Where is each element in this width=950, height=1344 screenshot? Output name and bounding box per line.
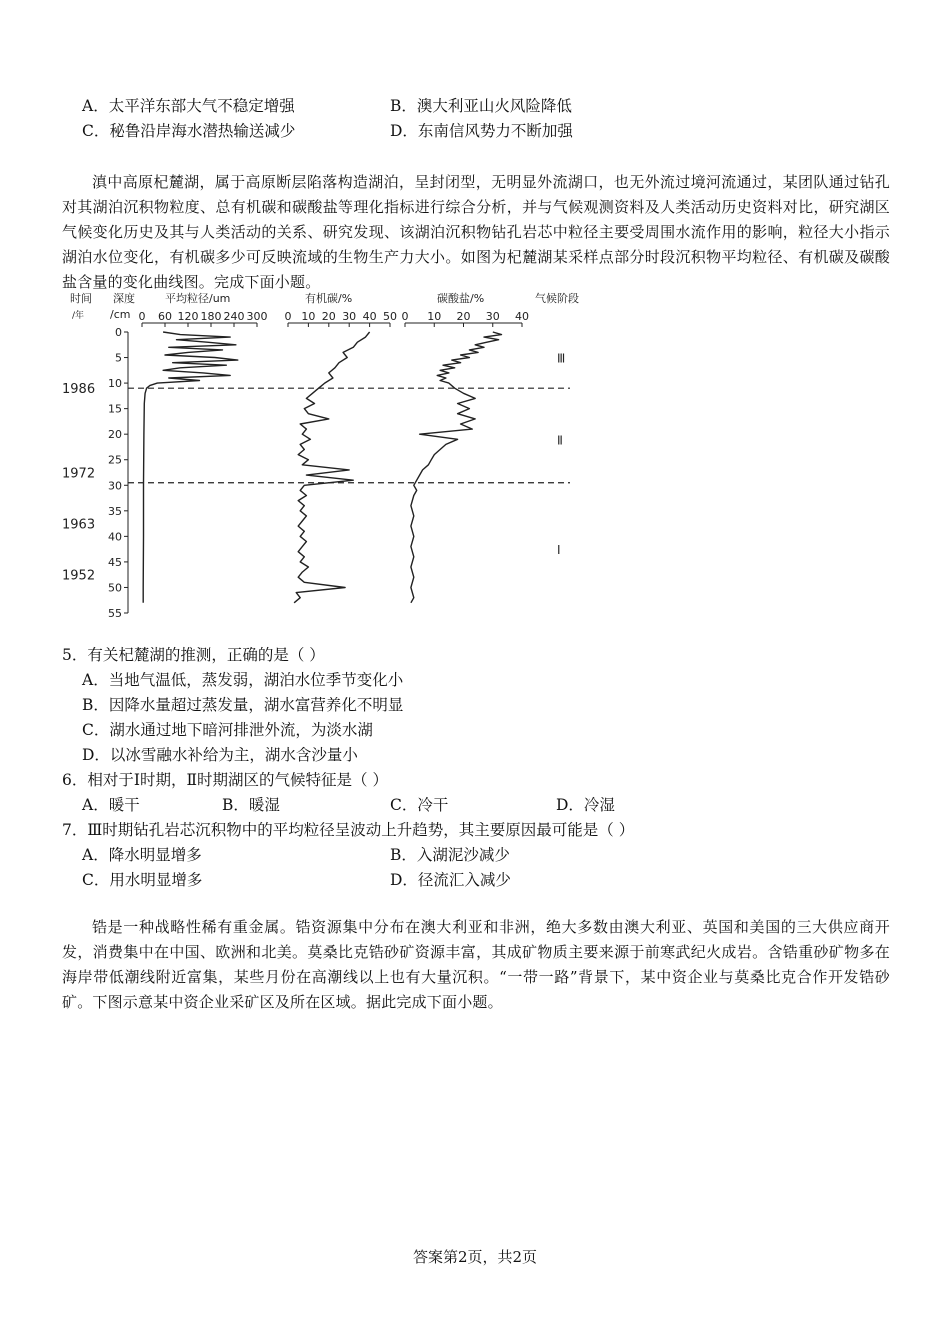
panel-tick-label: 40 [362, 310, 377, 323]
depth-tick-label: 20 [108, 428, 122, 442]
depth-tick-label: 15 [108, 402, 122, 416]
option-b: B．澳大利亚山火风险降低 [390, 97, 572, 115]
year-label: 1986 [62, 382, 96, 398]
year-label: 1963 [62, 517, 96, 533]
carbonate-curve [411, 332, 502, 603]
header-grain-size: 平均粒径/um [165, 292, 231, 305]
panel-tick-label: 40 [515, 310, 529, 323]
depth-tick-label: 30 [108, 479, 122, 493]
option-c: C．秘鲁沿岸海水潜热输送减少 [82, 122, 296, 140]
panel-tick-label: 50 [383, 310, 397, 323]
panel-tick-label: 300 [246, 310, 268, 323]
depth-tick-label: 0 [115, 326, 122, 339]
panel-tick-label: 30 [342, 310, 357, 323]
question-5-option-c: C．湖水通过地下暗河排泄外流，为淡水湖 [82, 721, 373, 739]
depth-tick-label: 40 [108, 530, 122, 544]
panel-tick-label: 30 [485, 310, 500, 323]
question-6-option-d: D．冷湿 [556, 796, 615, 814]
panel-tick-label: 10 [301, 310, 316, 323]
header-organic-carbon: 有机碳/% [305, 292, 353, 305]
depth-tick-label: 45 [108, 555, 122, 569]
sediment-profile-chart [60, 290, 600, 625]
climate-stage-label: Ⅱ [557, 433, 563, 448]
panel-tick-label: 0 [284, 310, 292, 323]
question-6-option-b: B．暖湿 [222, 796, 280, 814]
question-7-stem: 7．Ⅲ时期钻孔岩芯沉积物中的平均粒径呈波动上升趋势，其主要原因最可能是（ ） [62, 821, 635, 839]
depth-tick-label: 55 [108, 607, 122, 620]
header-depth: 深度 [113, 292, 135, 305]
page-footer: 答案第2页，共2页 [412, 1248, 538, 1266]
panel-tick-label: 240 [223, 310, 245, 323]
depth-tick-label: 35 [108, 504, 122, 518]
question-5-stem: 5．有关杞麓湖的推测，正确的是（ ） [62, 646, 325, 664]
grain-size-curve [143, 332, 238, 603]
question-6-stem: 6．相对于Ⅰ时期，Ⅱ时期湖区的气候特征是（ ） [62, 771, 388, 789]
question-7-option-d: D．径流汇入减少 [390, 871, 511, 889]
panel-tick-label: 20 [321, 310, 336, 323]
question-5-option-d: D．以冰雪融水补给为主，湖水含沙量小 [82, 746, 358, 764]
organic-carbon-curve [294, 332, 370, 603]
question-7-option-b: B．入湖泥沙减少 [390, 846, 510, 864]
option-d: D．东南信风势力不断加强 [390, 122, 573, 140]
question-6-option-c: C．冷干 [390, 796, 449, 814]
passage-zircon: 锆是一种战略性稀有重金属。锆资源集中分布在澳大利亚和非洲，绝大多数由澳大利亚、英国和美国的三大供应商开发，消费集中在中国、欧洲和北美。莫桑比克锆砂矿资源丰富，其成矿物质主要来源于前寒武纪火成岩。含锆重砂矿物多在海岸带低潮线附近富集，某些月份在高潮线以上也有大量沉积。“一带一路”背景下，某中资企业与莫桑比克合作开发锆砂矿。下图示意某中资企业采矿区及所在区域。据此完成下面小题。 [62, 918, 890, 1011]
header-climate-stage: 气候阶段 [535, 292, 579, 305]
climate-stage-label: Ⅲ [557, 351, 566, 366]
depth-tick-label: 25 [108, 453, 122, 467]
climate-stage-label: Ⅰ [557, 543, 561, 558]
header-depth-unit: /cm [110, 308, 131, 321]
depth-tick-label: 5 [115, 351, 122, 365]
year-label: 1952 [62, 568, 96, 584]
panel-tick-label: 60 [158, 310, 172, 323]
question-7-option-a: A．降水明显增多 [82, 846, 202, 864]
panel-tick-label: 120 [177, 310, 199, 323]
passage-qilu-lake: 滇中高原杞麓湖，属于高原断层陷落构造湖泊，呈封闭型，无明显外流湖口，也无外流过境河流通过，某团队通过钻孔对其湖泊沉积物粒度、总有机碳和碳酸盐等理化指标进行综合分析，并与气候观测资料及人类活动历史资料对比，研究湖区气候变化历史及其与人类活动的关系、研究发现、该湖泊沉积物钻孔岩芯中粒径主要受周围水流作用的影响，粒径大小指示湖泊水位变化，有机碳多少可反映流域的生物生产力大小。如图为杞麓湖某采样点部分时段沉积物平均粒径、有机碳及碳酸盐含量的变化曲线图。完成下面小题。 [62, 173, 890, 291]
panel-tick-label: 180 [200, 310, 222, 323]
panel-tick-label: 0 [138, 310, 146, 323]
question-5-option-a: A．当地气温低，蒸发弱，湖泊水位季节变化小 [82, 671, 404, 689]
panel-tick-label: 0 [401, 310, 409, 323]
panel-tick-label: 10 [427, 310, 442, 323]
panel-tick-label: 20 [456, 310, 471, 323]
option-a: A．太平洋东部大气不稳定增强 [82, 97, 295, 115]
depth-tick-label: 50 [108, 581, 122, 595]
depth-tick-label: 10 [108, 377, 122, 391]
question-5-option-b: B．因降水量超过蒸发量，湖水富营养化不明显 [82, 696, 404, 714]
header-time: 时间 [70, 292, 92, 305]
question-6-option-a: A．暖干 [82, 796, 140, 814]
year-label: 1972 [62, 466, 96, 482]
header-time-unit: /年 [72, 311, 85, 321]
header-carbonate: 碳酸盐/% [437, 292, 485, 305]
question-7-option-c: C．用水明显增多 [82, 871, 203, 889]
